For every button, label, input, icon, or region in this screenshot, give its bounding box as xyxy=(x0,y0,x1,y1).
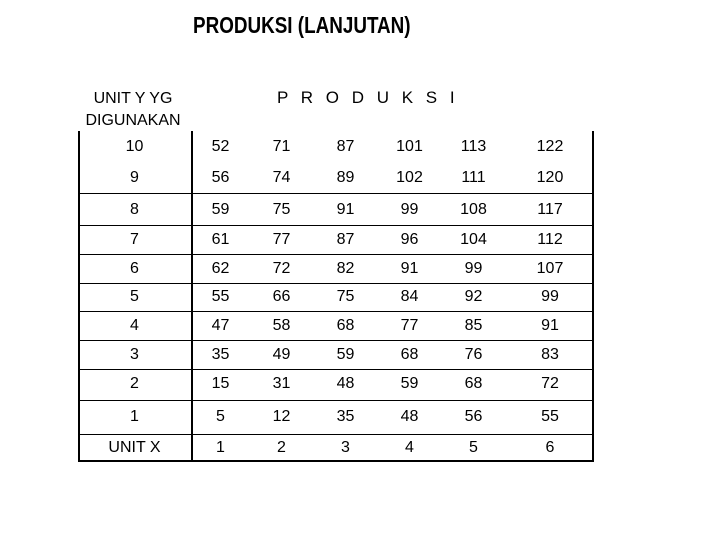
production-value: 77 xyxy=(272,231,291,248)
production-table xyxy=(78,131,594,462)
production-value: 72 xyxy=(541,375,559,392)
production-value: 68 xyxy=(464,375,483,392)
production-value: 101 xyxy=(396,138,423,155)
production-value: 120 xyxy=(536,169,564,186)
production-value: 71 xyxy=(272,138,291,155)
unit-y-value: 4 xyxy=(130,317,139,334)
production-value: 75 xyxy=(272,201,291,218)
production-value: 77 xyxy=(400,317,419,334)
page-title: PRODUKSI (LANJUTAN) xyxy=(193,12,411,38)
production-value: 66 xyxy=(272,288,291,305)
production-value: 113 xyxy=(460,138,487,155)
production-value: 68 xyxy=(400,346,419,363)
production-value: 87 xyxy=(336,231,355,248)
production-value: 35 xyxy=(211,346,230,363)
table-row-divider xyxy=(78,193,594,194)
production-value: 92 xyxy=(464,288,483,305)
production-value: 85 xyxy=(464,317,483,334)
production-value: 75 xyxy=(336,288,355,305)
production-value: 68 xyxy=(336,317,355,334)
unit-y-value: 2 xyxy=(130,375,139,392)
table-row-divider xyxy=(78,400,594,401)
production-value: 91 xyxy=(400,260,419,277)
unit-x-value: 4 xyxy=(405,439,414,456)
production-value: 112 xyxy=(537,231,563,248)
production-value: 59 xyxy=(211,201,230,218)
production-value: 104 xyxy=(460,231,487,248)
production-value: 61 xyxy=(211,231,230,248)
production-value: 56 xyxy=(211,169,230,186)
production-value: 91 xyxy=(336,201,355,218)
unit-x-value: 2 xyxy=(277,439,286,456)
production-value: 15 xyxy=(211,375,230,392)
production-value: 76 xyxy=(464,346,483,363)
production-value: 96 xyxy=(400,231,419,248)
production-value: 12 xyxy=(272,408,291,425)
production-value: 47 xyxy=(211,317,230,334)
production-value: 58 xyxy=(272,317,291,334)
production-value: 55 xyxy=(211,288,230,305)
table-row-divider xyxy=(78,311,594,312)
production-value: 84 xyxy=(400,288,419,305)
table-row-divider xyxy=(78,254,594,255)
production-value: 122 xyxy=(536,138,564,155)
unit-y-value: 5 xyxy=(130,288,139,305)
unit-x-value: 5 xyxy=(469,439,478,456)
unit-y-value: 7 xyxy=(130,231,139,248)
unit-y-value: 9 xyxy=(130,169,139,186)
production-value: 99 xyxy=(541,288,559,305)
production-value: 59 xyxy=(336,346,355,363)
unit-y-value: 10 xyxy=(125,138,144,155)
production-value: 72 xyxy=(272,260,291,277)
production-value: 117 xyxy=(537,201,563,218)
production-value: 87 xyxy=(336,138,355,155)
unit-y-value: 6 xyxy=(130,260,139,277)
unit-y-value: 3 xyxy=(130,346,139,363)
unit-x-value: 3 xyxy=(341,439,350,456)
production-value: 48 xyxy=(336,375,355,392)
table-row-divider xyxy=(78,434,594,435)
production-value: 74 xyxy=(272,169,291,186)
unit-x-value: 6 xyxy=(545,439,555,456)
production-value: 111 xyxy=(461,169,486,186)
unit-x-value: 1 xyxy=(216,439,225,456)
table-row-divider xyxy=(78,340,594,341)
unit-y-value: 8 xyxy=(130,201,139,218)
production-value: 35 xyxy=(336,408,355,425)
production-value: 89 xyxy=(336,169,355,186)
production-value: 55 xyxy=(541,408,559,425)
production-value: 82 xyxy=(336,260,355,277)
production-value: 52 xyxy=(211,138,230,155)
production-value: 56 xyxy=(464,408,483,425)
production-value: 99 xyxy=(400,201,419,218)
production-value: 5 xyxy=(216,408,225,425)
production-value: 48 xyxy=(400,408,419,425)
production-value: 49 xyxy=(272,346,291,363)
production-value: 83 xyxy=(541,346,559,363)
production-value: 102 xyxy=(396,169,423,186)
table-row-divider xyxy=(78,283,594,284)
production-value: 108 xyxy=(460,201,487,218)
production-value: 99 xyxy=(464,260,483,277)
production-value: 59 xyxy=(400,375,419,392)
unit-y-value: 1 xyxy=(130,408,139,425)
unit-x-label: UNIT X xyxy=(108,439,161,456)
production-value: 107 xyxy=(536,260,564,277)
production-value: 62 xyxy=(211,260,230,277)
table-row-divider xyxy=(78,369,594,370)
production-value: 31 xyxy=(272,375,291,392)
column-group-label: P R O D U K S I xyxy=(277,88,459,107)
production-value: 91 xyxy=(541,317,559,334)
table-row-divider xyxy=(78,225,594,226)
row-header-label: UNIT Y YG DIGUNAKAN xyxy=(85,90,181,129)
